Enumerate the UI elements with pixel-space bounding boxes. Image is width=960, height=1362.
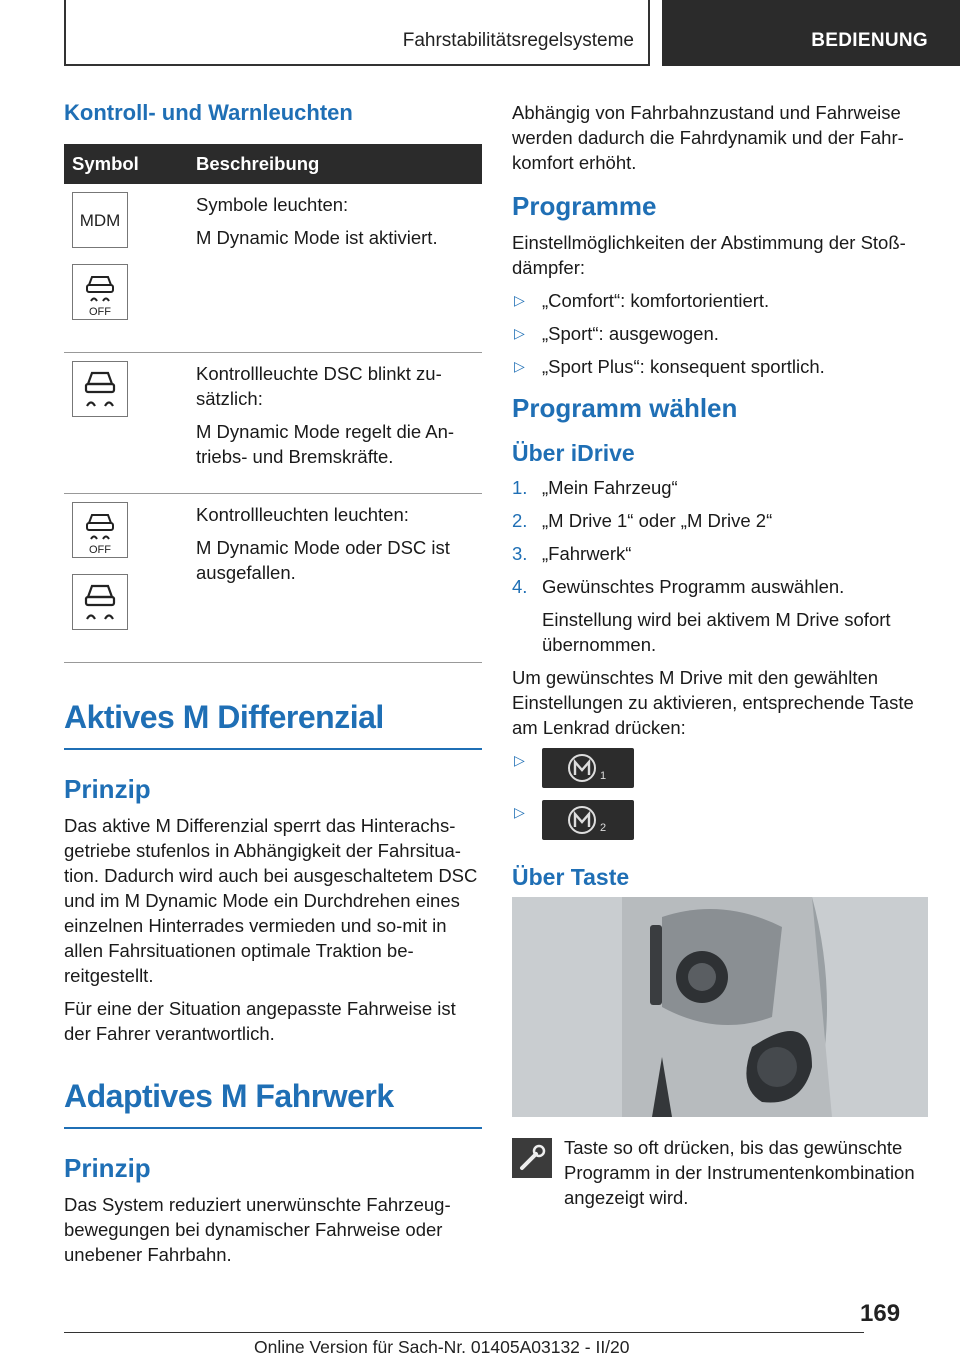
svg-text:1: 1 xyxy=(600,770,607,782)
svg-text:OFF: OFF xyxy=(89,544,111,556)
diff-prinzip-heading: Prinzip xyxy=(64,774,151,804)
footer-online-version: Online Version für Sach-Nr. 01405A03132 - II/20 xyxy=(254,1337,630,1357)
wrench-hint-icon xyxy=(512,1138,552,1178)
dsc-off-icon xyxy=(72,264,128,320)
steps-list xyxy=(512,475,930,599)
mdrive-paragraph: Um gewünschtes M Drive mit den gewählten Einstellungen zu aktivieren, entsprechende Taste am Lenkrad drücken: xyxy=(512,667,914,738)
list-item: 1. „Mein Fahrzeug“ xyxy=(512,477,678,498)
svg-text:MDM: MDM xyxy=(79,211,121,230)
table-header-row xyxy=(64,144,482,184)
programme-list xyxy=(512,288,930,379)
col-desc: Beschreibung xyxy=(188,144,482,184)
list-item: 2. „M Drive 1“ oder „M Drive 2“ xyxy=(512,510,773,531)
col-symbol: Symbol xyxy=(64,144,188,184)
desc-line: M Dynamic Mode regelt die An-triebs- und Bremskräfte. xyxy=(196,421,455,467)
choose-heading: Programm wählen xyxy=(512,393,738,423)
desc-line: M Dynamic Mode ist aktiviert. xyxy=(196,227,438,248)
triangle-bullet-icon: ▷ xyxy=(514,804,525,820)
desc-line: M Dynamic Mode oder DSC ist ausgefallen. xyxy=(196,537,450,583)
list-item: ▷ „Sport“: ausgewogen. xyxy=(514,323,719,344)
desc-line: Symbole leuchten: xyxy=(196,194,349,215)
triangle-bullet-icon: ▷ xyxy=(514,325,525,341)
desc-line: Kontrollleuchte DSC blinkt zu-sätzlich: xyxy=(196,363,442,409)
center-console-photo xyxy=(512,897,928,1117)
list-item xyxy=(512,748,930,788)
step4-note: Einstellung wird bei aktivem M Drive sofort übernommen. xyxy=(542,609,891,655)
dsc-icon xyxy=(72,361,128,417)
svg-text:2: 2 xyxy=(600,822,607,834)
table-row xyxy=(64,353,482,494)
triangle-bullet-icon: ▷ xyxy=(514,752,525,768)
taste-heading: Über Taste xyxy=(512,864,630,890)
mdm-icon xyxy=(72,192,128,248)
footer-divider xyxy=(64,1332,864,1333)
programme-heading: Programme xyxy=(512,191,657,221)
triangle-bullet-icon: ▷ xyxy=(514,292,525,308)
svg-text:OFF: OFF xyxy=(89,306,111,318)
page-number: 169 xyxy=(860,1300,901,1327)
fw-prinzip-heading: Prinzip xyxy=(64,1153,151,1183)
fw-title: Adaptives M Fahrwerk xyxy=(64,1078,482,1129)
desc-line: Kontrollleuchten leuchten: xyxy=(196,504,409,525)
diff-title: Aktives M Differenzial xyxy=(64,699,482,750)
button-list xyxy=(512,748,930,840)
section-title: BEDIENUNG xyxy=(811,30,928,51)
dsc-off-icon xyxy=(72,502,128,558)
chapter-title: Fahrstabilitätsregelsysteme xyxy=(402,30,634,51)
ctl-title: Kontroll- und Warnleuchten xyxy=(64,100,353,125)
chapter-header xyxy=(64,0,650,66)
idrive-heading: Über iDrive xyxy=(512,440,635,466)
dsc-icon xyxy=(72,574,128,630)
diff-paragraph: Das aktive M Differenzial sperrt das Hinterachs-getriebe stufenlos in Abhängigkeit der Fahrsitua-tion. Dadurch wird auch bei ausgeschaltetem DSC und im M Dynamic Mode ein Durchdrehen eines einzelnen Hinterrades vermieden und so-mit in allen Fahrsituationen optimale Traktion be-reitgestellt. xyxy=(64,815,478,986)
m1-button-icon xyxy=(542,748,634,788)
diff-paragraph: Für eine der Situation angepasste Fahrweise ist der Fahrer verantwortlich. xyxy=(64,998,456,1044)
list-item: 4. Gewünschtes Programm auswählen. xyxy=(512,576,845,597)
list-item: ▷ „Sport Plus“: konsequent sportlich. xyxy=(514,356,825,377)
indicator-table xyxy=(64,144,482,663)
hint-text: Taste so oft drücken, bis das gewünschte Programm in der Instrumentenkombination angezeigt wird. xyxy=(564,1137,915,1208)
right-column xyxy=(512,100,930,1210)
programme-intro: Einstellmöglichkeiten der Abstimmung der Stoß-dämpfer: xyxy=(512,232,906,278)
list-item xyxy=(512,800,930,840)
triangle-bullet-icon: ▷ xyxy=(514,358,525,374)
hint-box xyxy=(512,1135,930,1210)
table-row xyxy=(64,184,482,353)
intro-paragraph: Abhängig von Fahrbahnzustand und Fahrweise werden dadurch die Fahrdynamik und der Fahr-komfort erhöht. xyxy=(512,102,904,173)
left-column xyxy=(64,100,482,1275)
m2-button-icon xyxy=(542,800,634,840)
list-item: ▷ „Comfort“: komfortorientiert. xyxy=(514,290,770,311)
section-header xyxy=(662,0,960,66)
fw-paragraph: Das System reduziert unerwünschte Fahrzeug-bewegungen bei dynamischer Fahrweise oder unebener Fahrbahn. xyxy=(64,1194,451,1265)
list-item: 3. „Fahrwerk“ xyxy=(512,543,632,564)
table-row xyxy=(64,494,482,663)
